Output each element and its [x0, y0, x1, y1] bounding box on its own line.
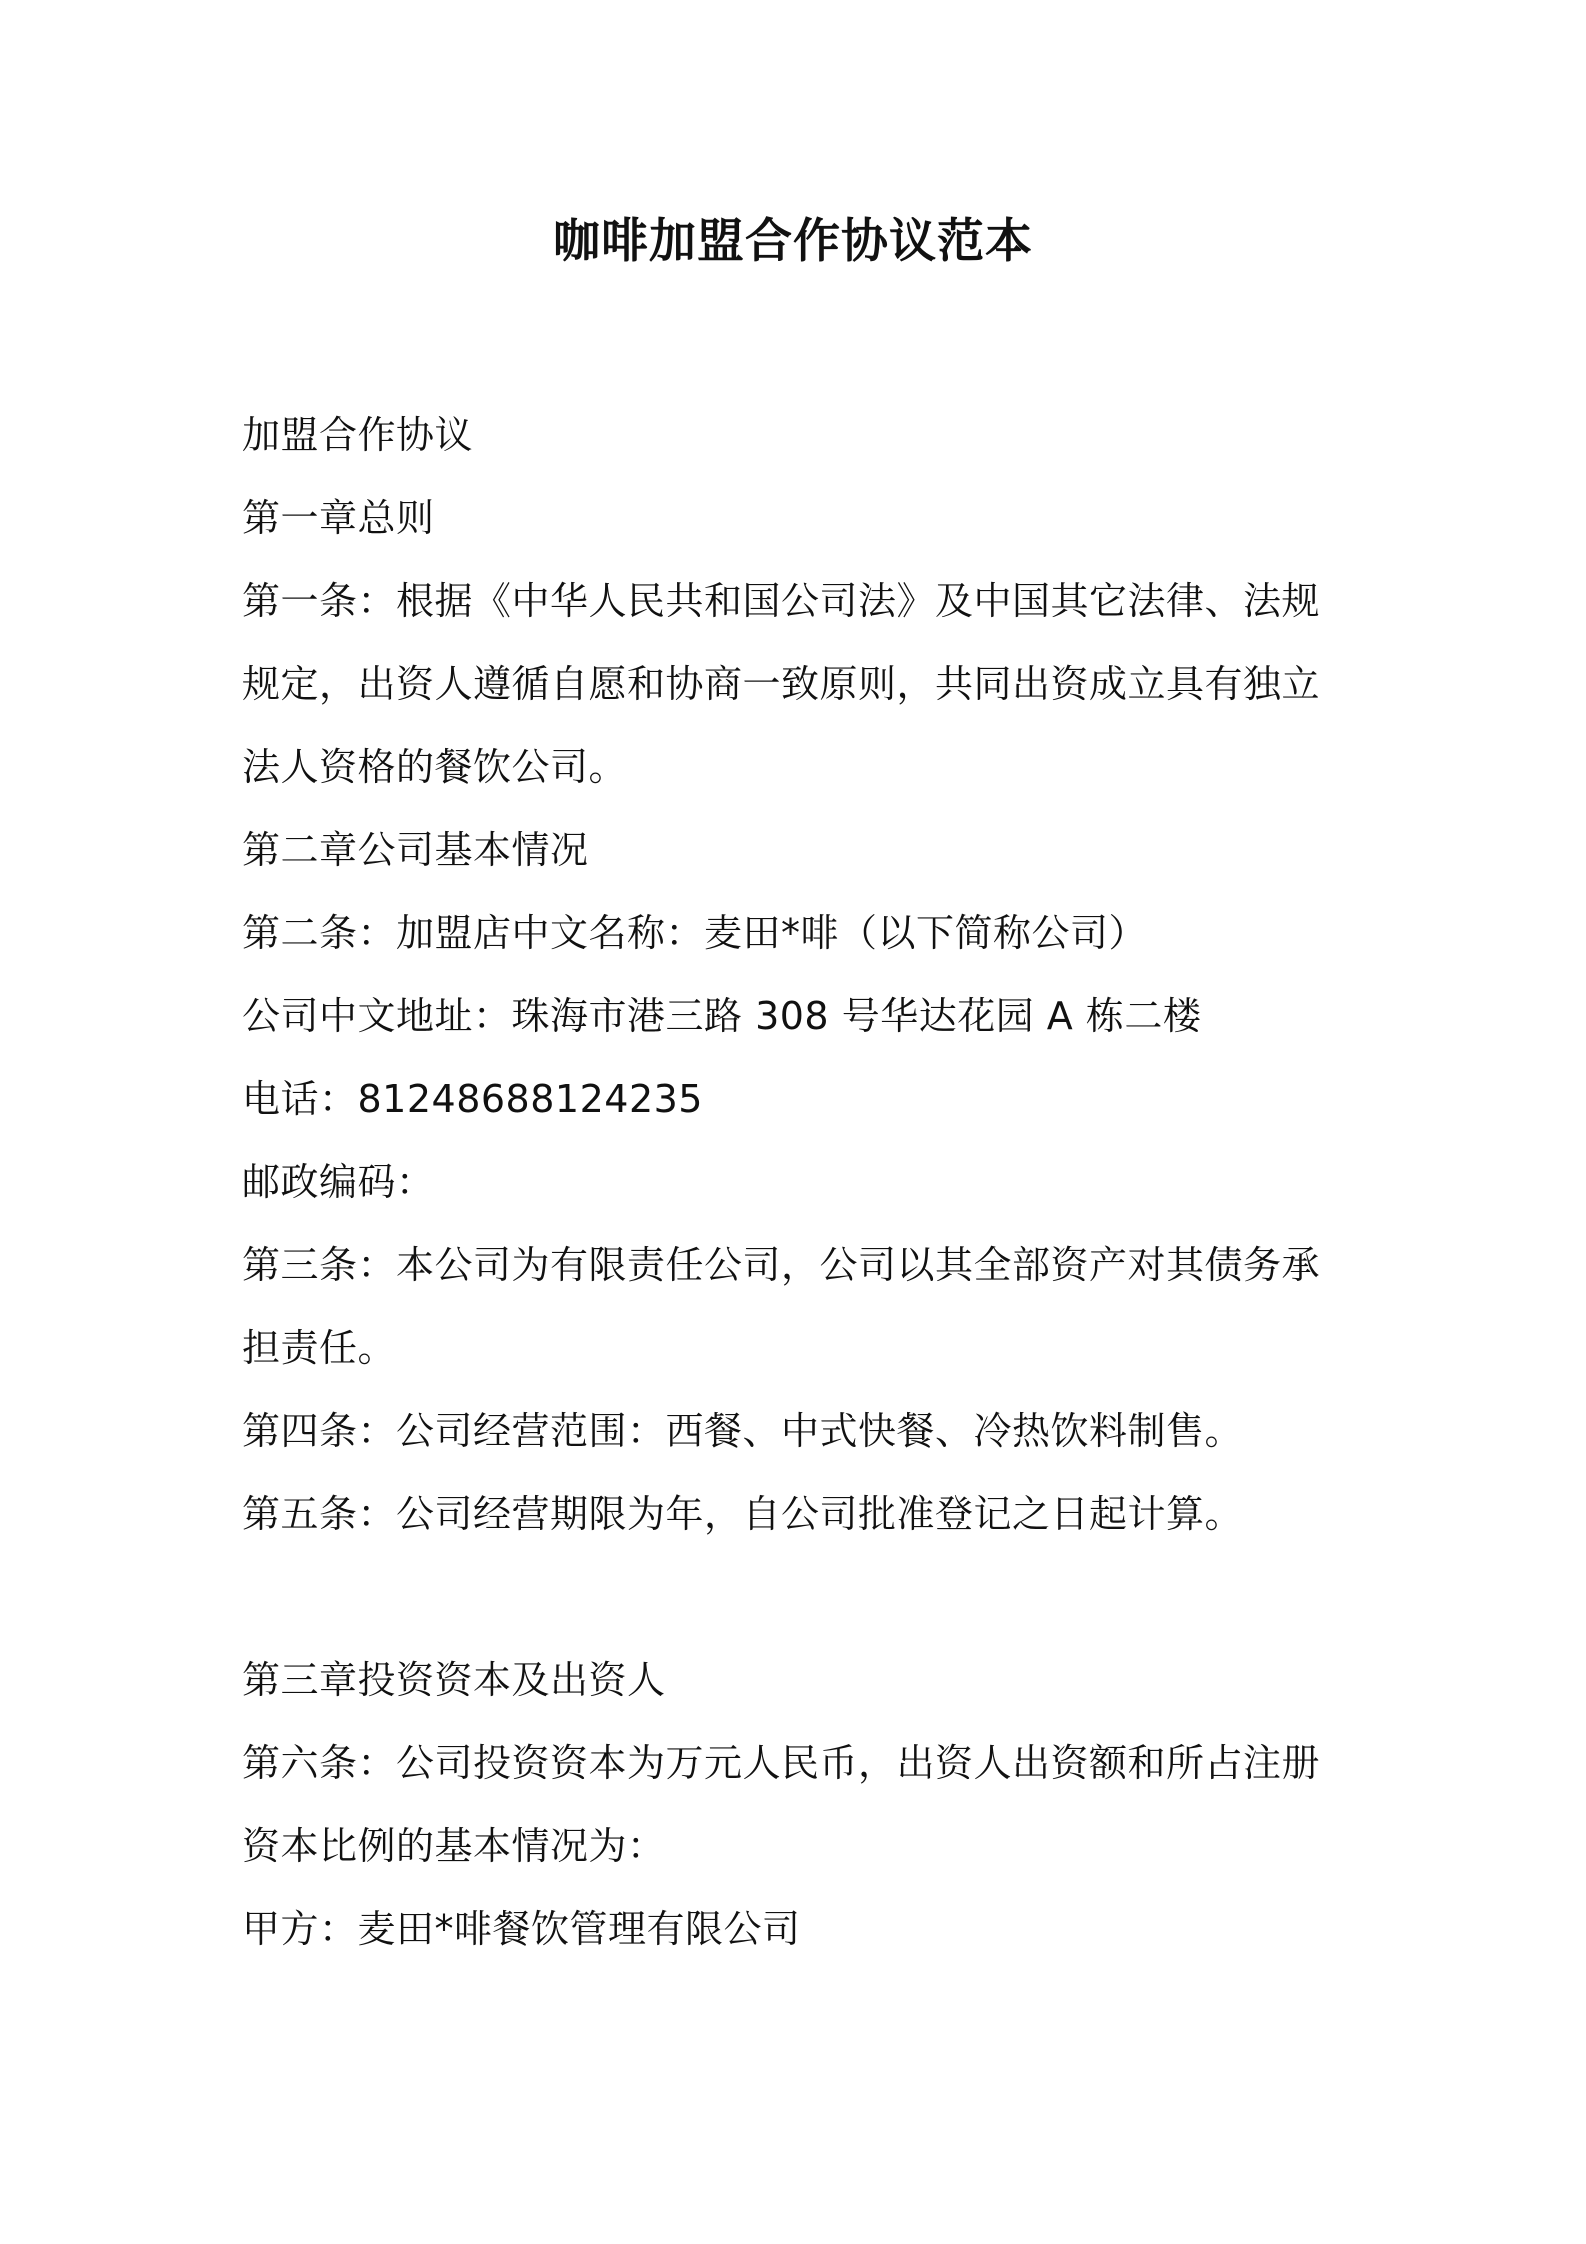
paragraph-line: 甲方：麦田*啡餐饮管理有限公司	[242, 1907, 801, 1951]
paragraph-line: 第五条：公司经营期限为年，自公司批准登记之日起计算。	[242, 1492, 1244, 1536]
paragraph-line: 公司中文地址：珠海市港三路 308 号华达花园 A 栋二楼	[242, 994, 1202, 1038]
paragraph-line: 第三条：本公司为有限责任公司，公司以其全部资产对其债务承	[242, 1243, 1321, 1287]
paragraph-line: 担责任。	[242, 1326, 397, 1370]
paragraph-line: 第四条：公司经营范围：西餐、中式快餐、冷热饮料制售。	[242, 1409, 1244, 1453]
document-title: 咖啡加盟合作协议范本	[553, 214, 1033, 269]
paragraph-line: 资本比例的基本情况为：	[242, 1824, 666, 1868]
paragraph-line: 规定，出资人遵循自愿和协商一致原则，共同出资成立具有独立	[242, 662, 1321, 706]
chapter-heading: 第三章投资资本及出资人	[242, 1658, 666, 1702]
paragraph-line: 法人资格的餐饮公司。	[242, 745, 628, 789]
paragraph-line: 第二条：加盟店中文名称：麦田*啡（以下简称公司）	[242, 911, 1148, 955]
chapter-heading: 第一章总则	[242, 496, 435, 540]
chapter-heading: 第二章公司基本情况	[242, 828, 589, 872]
paragraph-line: 第六条：公司投资资本为万元人民币，出资人出资额和所占注册	[242, 1741, 1321, 1785]
paragraph-line: 第一条：根据《中华人民共和国公司法》及中国其它法律、法规	[242, 579, 1321, 623]
section-heading: 加盟合作协议	[242, 413, 474, 457]
paragraph-line: 电话：81248688124235	[242, 1077, 703, 1121]
paragraph-line: 邮政编码：	[242, 1160, 435, 1204]
